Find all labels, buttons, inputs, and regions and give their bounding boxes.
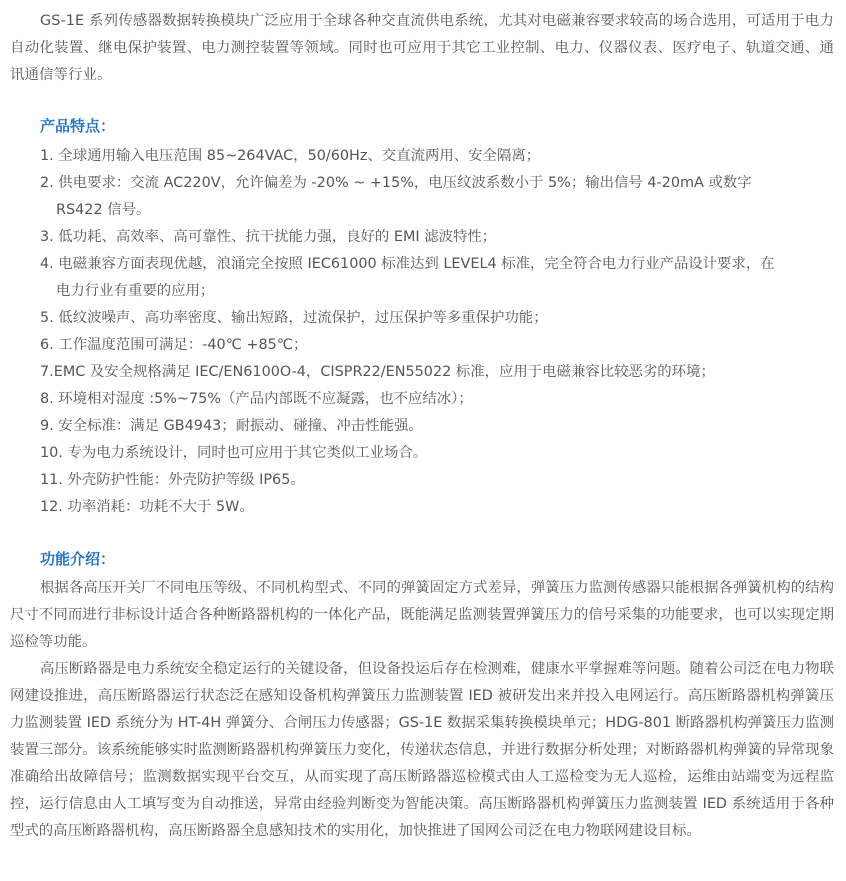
- feature-item: 7.EMC 及安全规格满足 IEC/EN6100O-4，CISPR22/EN55022 标准，应用于电磁兼容比较恶劣的环境；: [40, 364, 715, 380]
- feature-item: 10. 专为电力系统设计，同时也可应用于其它类似工业场合。: [40, 445, 428, 461]
- feature-item-continuation: 电力行业有重要的应用；: [56, 283, 215, 299]
- function-heading: 功能介绍：: [40, 550, 116, 568]
- feature-item: 5. 低纹波噪声、高功率密度、输出短路，过流保护，过压保护等多重保护功能；: [40, 310, 548, 326]
- feature-item: 8. 环境相对湿度 :5%~75%（产品内部既不应凝露，也不应结冰）；: [40, 391, 473, 407]
- feature-item: 4. 电磁兼容方面表现优越，浪涌完全按照 IEC61000 标准达到 LEVEL4 标准，完全符合电力行业产品设计要求，在 电力行业有重要的应用；: [10, 251, 834, 305]
- feature-item: 11. 外壳防护性能：外壳防护等级 IP65。: [40, 472, 305, 488]
- features-heading: 产品特点：: [40, 117, 116, 135]
- feature-item: 6. 工作温度范围可满足：-40℃ +85℃；: [40, 337, 308, 353]
- feature-item: 3. 低功耗、高效率、高可靠性、抗干扰能力强，良好的 EMI 滤波特性；: [40, 229, 497, 245]
- function-paragraph: 根据各高压开关厂不同电压等级、不同机构型式、不同的弹簧固定方式差异，弹簧压力监测传感器只能根据各弹簧机构的结构尺寸不同而进行非标设计适合各种断路器机构的一体化产品，既能满足监测装置弹簧压力的信号采集的功能要求，也可以实现定期巡检等功能。: [10, 580, 834, 650]
- features-list: [10, 143, 834, 521]
- intro-paragraph: GS-1E 系列传感器数据转换模块广泛应用于全球各种交直流供电系统，尤其对电磁兼容要求较高的场合选用，可适用于电力自动化装置、继电保护装置、电力测控装置等领域。同时也可应用于其它工业控制、电力、仪器仪表、医疗电子、轨道交通、通讯通信等行业。: [10, 13, 834, 83]
- feature-item-continuation: RS422 信号。: [56, 202, 151, 218]
- feature-item: 2. 供电要求：交流 AC220V，允许偏差为 -20% ~ +15%，电压纹波系数小于 5%；输出信号 4-20mA 或数字 RS422 信号。: [10, 170, 834, 224]
- feature-item: 12. 功率消耗：功耗不大于 5W。: [40, 499, 254, 515]
- feature-item: 1. 全球通用输入电压范围 85~264VAC，50/60Hz、交直流两用、安全隔离；: [40, 148, 541, 164]
- function-paragraph: 高压断路器是电力系统安全稳定运行的关键设备，但设备投运后存在检测难，健康水平掌握难等问题。随着公司泛在电力物联网建设推进，高压断路器运行状态泛在感知设备机构弹簧压力监测装置 IED 被研发出来并投入电网运行。高压断路器机构弹簧压力监测装置 IED 系统分为 HT-4H 弹簧分、合闸压力传感器；GS-1E 数据采集转换模块单元；HDG-801 断路器机构弹簧压力监测装置三部分。该系统能够实时监测断路器机构弹簧压力变化，传递状态信息，并进行数据分析处理；对断路器机构弹簧的异常现象准确给出故障信号；监测数据实现平台交互，从而实现了高压断路器巡检模式由人工巡检变为无人巡检，运维由站端变为远程监控，运行信息由人工填写变为自动推送，异常由经验判断变为智能决策。高压断路器机构弹簧压力监测装置 IED 系统适用于各种型式的高压断路器机构，高压断路器全息感知技术的实用化，加快推进了国网公司泛在电力物联网建设目标。: [10, 661, 834, 839]
- feature-item: 9. 安全标准：满足 GB4943；耐振动、碰撞、冲击性能强。: [40, 418, 423, 434]
